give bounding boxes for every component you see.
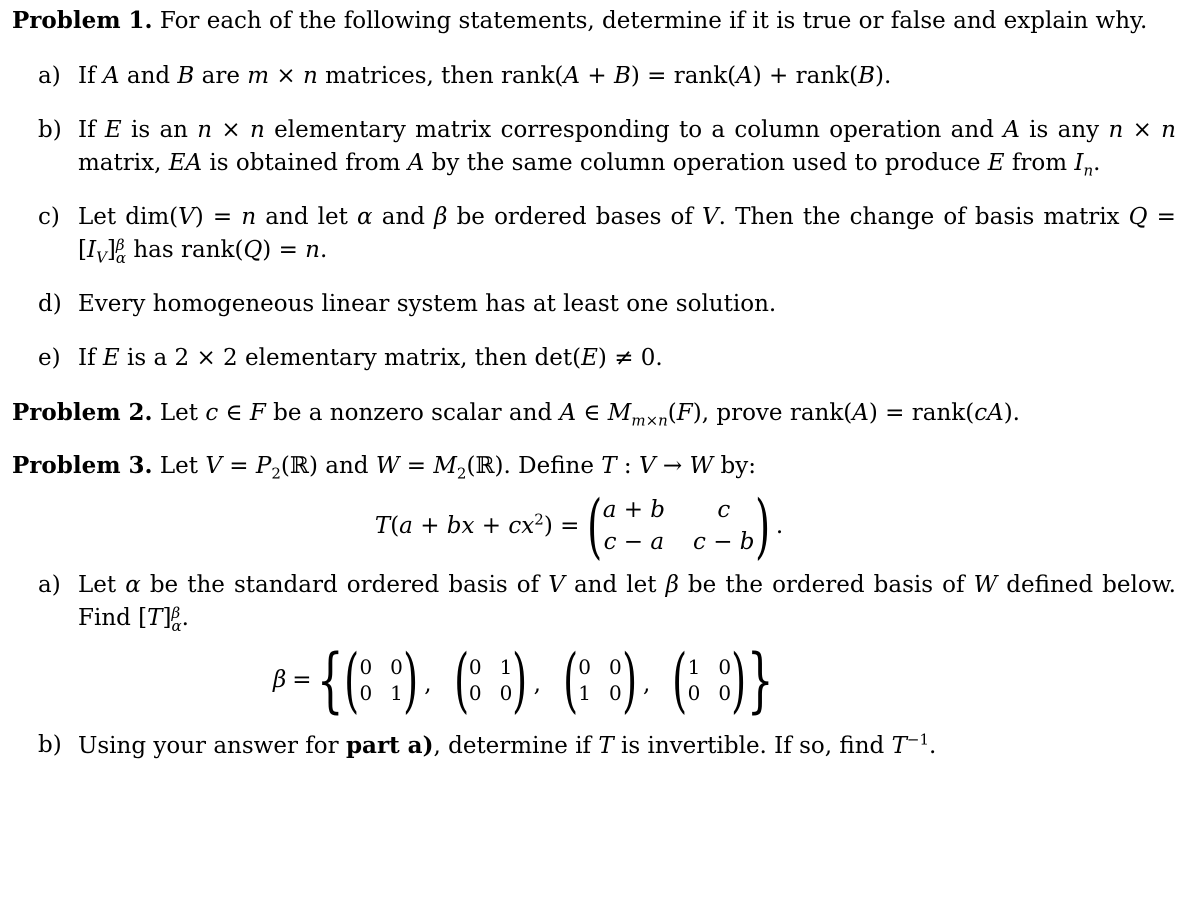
problem-1-item-d: d) Every homogeneous linear system has at least one solution. [38, 291, 777, 317]
problem-3-item-b: b) Using your answer for part a), determine if T is invertible. If so, find $T^{-1}$. [38, 730, 937, 759]
problem-1-title: Problem 1. [12, 7, 153, 34]
problem-3-intro: Problem 3. Let $V = P_2(ℝ)$ and $W = M_2(ℝ)$. Define T : V → W by: [12, 452, 756, 483]
problem-1-item-b: b) If E is an n × n elementary matrix corresponding to a column operation and A is any n × n matrix, EA is obtained from A by the same column operation used to produce E from $I_n$. [38, 117, 1176, 180]
problem-2-title: Problem 2. [12, 399, 153, 426]
basis-matrix-1: 0 0 0 1 [359, 655, 403, 705]
basis-matrix-4: 1 0 0 0 [687, 655, 732, 705]
problem-1-item-e: e) If E is a 2 × 2 elementary matrix, then det(E) ≠ 0. [38, 345, 663, 371]
problem-3-parts [12, 569, 1176, 635]
basis-matrix-3: 0 0 1 0 [578, 655, 622, 705]
transformation-definition: T(a + bx + $cx^2$) = ( a + b c c − a c − b ) . [374, 485, 784, 567]
problem-1-item-a: a) If A and B are m × n matrices, then rank(A + B) = rank(A) + rank(B). [38, 63, 892, 89]
problem-1-intro [12, 4, 1176, 38]
problem-3-parts-b [12, 729, 1176, 763]
problem-2: Problem 2. Let c ∈ F be a nonzero scalar and A ∈ $M_{m\times n}(F)$, prove rank(A) = rank(cA). [12, 399, 1020, 430]
problem-3-title: Problem 3. [12, 452, 153, 479]
basis-beta-definition: β = { ( 0 0 0 1 ) , ( 0 1 0 0 ) , ( 0 0 1 0 ) , ( 1 0 0 0 ) } [273, 639, 775, 721]
problem-1-item-c: c) Let dim(V) = n and let α and β be ordered bases of V. Then the change of basis matrix $Q = [I_V]$ β α has rank(Q) = n. [38, 204, 1176, 267]
problem-1-statements [12, 60, 1176, 375]
basis-matrix-2: 0 1 0 0 [468, 655, 513, 705]
problem-3-item-a: a) Let α be the standard ordered basis of V and let β be the ordered basis of W defined below. Find [T] β α . [38, 572, 1176, 635]
problem-1-intro-text: For each of the following statements, determine if it is true or false and explain why. [159, 8, 1148, 34]
transformation-matrix: a + b c c − a c − b [602, 497, 755, 555]
